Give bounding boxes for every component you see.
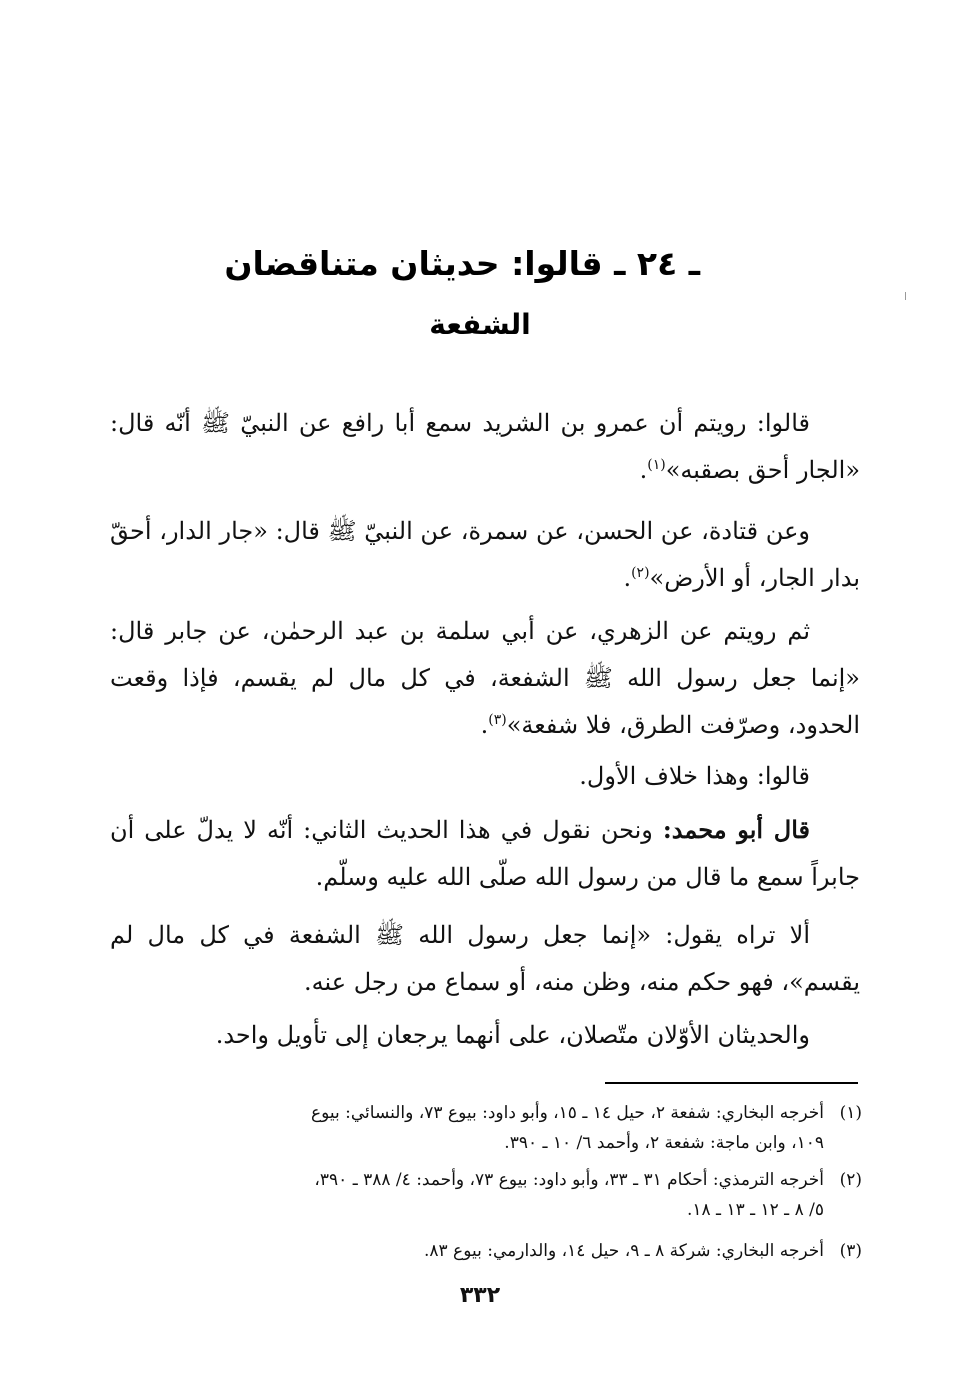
paragraph-5 xyxy=(110,806,860,901)
footnote-text: أخرجه الترمذي: أحكام ٣١ ـ ٣٣، وأبو داود: بيوع ٧٣، وأحمد: ٤/ ٣٨٨ ـ ٣٩٠، xyxy=(314,1170,824,1190)
page-number: ٣٣٢ xyxy=(459,1283,501,1308)
footnote-text: أخرجه البخاري: شفعة ٢، حيل ١٤ ـ ١٥، وأبو داود: بيوع ٧٣، والنسائي: بيوع xyxy=(310,1103,824,1123)
paragraph-text: وعن قتادة، عن الحسن، عن سمرة، عن النبيّ ﷺ قال: «جار الدار، أحقّ بدار الجار، أو الأرض» xyxy=(110,517,860,592)
paragraph-tail: . xyxy=(480,711,489,739)
paragraph-6 xyxy=(110,912,860,1006)
footnote-number: (١) xyxy=(839,1103,862,1123)
footnote-number: (٣) xyxy=(839,1241,862,1261)
paragraph-text: قالوا: وهذا خلاف الأول. xyxy=(579,762,810,790)
paragraph-1 xyxy=(110,400,860,494)
paragraph-tail: . xyxy=(639,456,648,484)
footnote-text-continued: ١٠٩، وابن ماجة: شفعة ٢، وأحمد ٦/ ١٠ ـ ٣٩٠. xyxy=(504,1133,824,1153)
footnote-2 xyxy=(110,1165,862,1225)
footnote-text-continued: ٥/ ٨ ـ ١٢ ـ ١٣ ـ ١٨. xyxy=(686,1200,824,1220)
paragraph-text: ونحن نقول في هذا الحديث الثاني: أنّه لا يدلّ على أن جابراً سمع ما قال من رسول الله صلّى الله عليه وسلّم. xyxy=(110,816,860,891)
paragraph-4 xyxy=(110,753,860,800)
paragraph-7 xyxy=(110,1012,860,1059)
chapter-subtitle: الشفعة xyxy=(429,308,531,341)
paragraph-tail: . xyxy=(623,564,632,592)
footnote-text: أخرجه البخاري: شركة ٨ ـ ٩، حيل ١٤، والدارمي: بيوع ٨٣. xyxy=(423,1241,824,1261)
footnote-ref-3: (٣) xyxy=(488,712,507,728)
chapter-title: ـ ٢٤ ـ قالوا: حديثان متناقضان xyxy=(224,244,700,283)
paragraph-2 xyxy=(110,508,860,602)
footnote-number: (٢) xyxy=(839,1170,862,1190)
paragraph-text: ثم رويتم عن الزهري، عن أبي سلمة بن عبد الرحمٰن، عن جابر قال: «إنما جعل رسول الله ﷺ الشفعة، في كل مال لم يقسم، فإذا وقعت الحدود، وصرّفت الطرق، فلا شفعة» xyxy=(110,617,860,739)
margin-mark xyxy=(905,292,906,300)
footnote-ref-1: (١) xyxy=(647,457,666,473)
paragraph-text: قالوا: رويتم أن عمرو بن الشريد سمع أبا رافع عن النبيّ ﷺ أنّه قال: «الجار أحق بصقبه» xyxy=(110,409,860,484)
footnote-ref-2: (٢) xyxy=(631,565,650,581)
footnote-1 xyxy=(110,1098,862,1158)
paragraph-3 xyxy=(110,608,860,749)
footnote-3 xyxy=(110,1236,862,1266)
paragraph-text: والحديثان الأوّلان متّصلان، على أنهما يرجعان إلى تأويل واحد. xyxy=(215,1021,810,1049)
footnote-separator xyxy=(605,1082,858,1084)
speaker-label: قال أبو محمد: xyxy=(662,815,810,844)
paragraph-text: ألا تراه يقول: «إنما جعل رسول الله ﷺ الشفعة في كل مال لم يقسم»، فهو حكم منه، وظن منه، أو سماع من رجل عنه. xyxy=(110,921,860,996)
